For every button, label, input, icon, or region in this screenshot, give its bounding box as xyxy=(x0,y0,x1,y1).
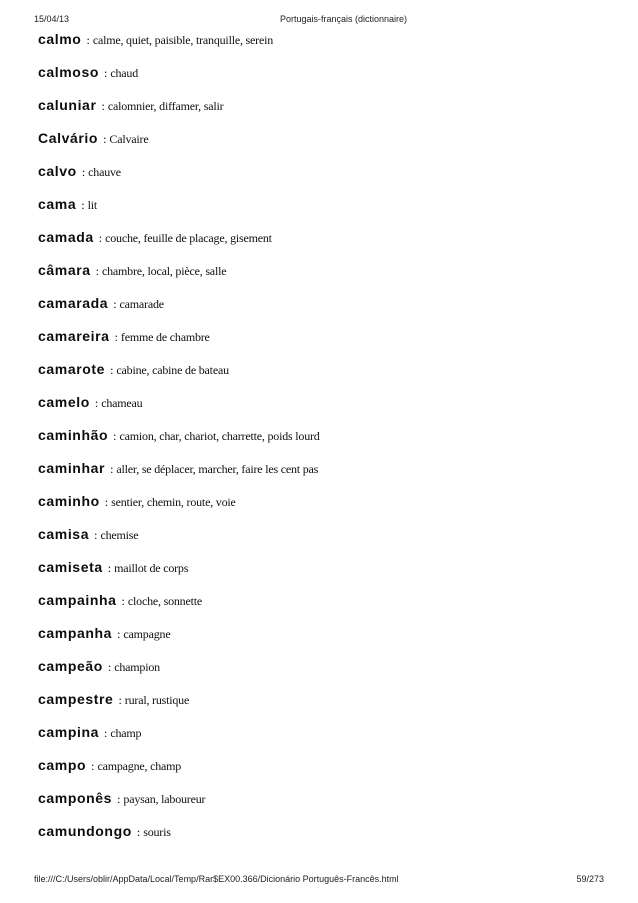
dictionary-entry xyxy=(38,393,608,426)
dictionary-entry xyxy=(38,30,608,63)
entry-term: cama xyxy=(38,196,77,212)
dictionary-entry xyxy=(38,822,608,855)
entry-definition: femme de chambre xyxy=(120,330,210,344)
dictionary-entry xyxy=(38,96,608,129)
entry-definition: sentier, chemin, route, voie xyxy=(111,495,236,509)
entry-term: camada xyxy=(38,229,94,245)
dictionary-entry xyxy=(38,492,608,525)
dictionary-entry xyxy=(38,624,608,657)
entry-separator: : xyxy=(95,264,99,278)
entry-term: camarote xyxy=(38,361,106,377)
entry-term: Calvário xyxy=(38,130,99,146)
entry-separator: : xyxy=(104,66,108,80)
entry-separator: : xyxy=(86,33,90,47)
entry-definition: camarade xyxy=(119,297,164,311)
dictionary-entry xyxy=(38,789,608,822)
entry-term: camelo xyxy=(38,394,90,410)
entry-term: campeão xyxy=(38,658,103,674)
entry-separator: : xyxy=(110,363,114,377)
entry-separator: : xyxy=(104,495,109,509)
entry-definition: Calvaire xyxy=(109,132,149,146)
entry-separator: : xyxy=(98,231,103,245)
entry-definition: camion, char, chariot, charrette, poids lourd xyxy=(119,429,320,443)
dictionary-entry xyxy=(38,657,608,690)
entry-definition: champ xyxy=(110,726,142,740)
entry-separator: : xyxy=(104,726,108,740)
entry-term: camponês xyxy=(38,790,113,806)
entry-term: caminhar xyxy=(38,460,106,476)
entry-definition: calme, quiet, paisible, tranquille, serein xyxy=(92,33,274,47)
entry-separator: : xyxy=(107,561,112,575)
entry-separator: : xyxy=(94,396,99,410)
dictionary-entry xyxy=(38,525,608,558)
entry-term: camisa xyxy=(38,526,90,542)
entry-separator: : xyxy=(117,792,121,806)
entry-separator: : xyxy=(107,660,112,674)
dictionary-entry xyxy=(38,591,608,624)
entry-separator: : xyxy=(91,759,95,773)
entry-definition: calomnier, diffamer, salir xyxy=(107,99,224,113)
entry-separator: : xyxy=(94,528,98,542)
dictionary-entry xyxy=(38,162,608,195)
entry-separator: : xyxy=(113,429,117,443)
entry-definition: cloche, sonnette xyxy=(127,594,202,608)
entry-definition: champion xyxy=(114,660,160,674)
entry-term: campanha xyxy=(38,625,113,641)
entry-definition: lit xyxy=(87,198,97,212)
dictionary-entry xyxy=(38,195,608,228)
dictionary-entry xyxy=(38,63,608,96)
page-number: 59/273 xyxy=(576,874,604,884)
dictionary-entry xyxy=(38,690,608,723)
entry-definition: paysan, laboureur xyxy=(123,792,206,806)
dictionary-entry-list xyxy=(38,30,608,855)
dictionary-entry xyxy=(38,756,608,789)
dictionary-entry xyxy=(38,228,608,261)
dictionary-entry xyxy=(38,426,608,459)
dictionary-entry xyxy=(38,327,608,360)
entry-definition: couche, feuille de placage, gisement xyxy=(105,231,272,245)
entry-separator: : xyxy=(81,165,86,179)
entry-term: calvo xyxy=(38,163,77,179)
entry-term: campainha xyxy=(38,592,117,608)
entry-definition: aller, se déplacer, marcher, faire les cent pas xyxy=(116,462,319,476)
print-date: 15/04/13 xyxy=(34,14,70,24)
entry-definition: chambre, local, pièce, salle xyxy=(102,264,227,278)
entry-separator: : xyxy=(101,99,105,113)
entry-term: câmara xyxy=(38,262,91,278)
entry-separator: : xyxy=(118,693,122,707)
entry-term: camiseta xyxy=(38,559,103,575)
dictionary-entry xyxy=(38,723,608,756)
entry-term: caminhão xyxy=(38,427,109,443)
entry-term: camareira xyxy=(38,328,110,344)
entry-term: caminho xyxy=(38,493,100,509)
entry-term: calmo xyxy=(38,31,82,47)
entry-definition: cabine, cabine de bateau xyxy=(116,363,229,377)
entry-separator: : xyxy=(113,297,117,311)
entry-term: camarada xyxy=(38,295,109,311)
entry-definition: campagne xyxy=(123,627,171,641)
entry-separator: : xyxy=(103,132,107,146)
entry-term: caluniar xyxy=(38,97,97,113)
entry-definition: chaud xyxy=(110,66,138,80)
entry-term: campo xyxy=(38,757,87,773)
entry-separator: : xyxy=(110,462,114,476)
entry-term: calmoso xyxy=(38,64,99,80)
entry-term: camundongo xyxy=(38,823,132,839)
entry-separator: : xyxy=(136,825,141,839)
entry-separator: : xyxy=(81,198,85,212)
file-path: file:///C:/Users/oblir/AppData/Local/Temp/Rar$EX00.366/Dicionário Português-Francês.html xyxy=(34,874,399,884)
dictionary-entry xyxy=(38,459,608,492)
entry-separator: : xyxy=(121,594,125,608)
dictionary-entry xyxy=(38,360,608,393)
entry-definition: campagne, champ xyxy=(97,759,182,773)
entry-definition: chemise xyxy=(100,528,139,542)
entry-definition: chauve xyxy=(88,165,121,179)
dictionary-entry xyxy=(38,261,608,294)
entry-separator: : xyxy=(114,330,118,344)
entry-separator: : xyxy=(117,627,121,641)
entry-definition: maillot de corps xyxy=(114,561,189,575)
entry-term: campina xyxy=(38,724,99,740)
entry-definition: chameau xyxy=(101,396,143,410)
entry-definition: rural, rustique xyxy=(124,693,190,707)
dictionary-entry xyxy=(38,294,608,327)
page-title: Portugais-français (dictionnaire) xyxy=(280,14,408,24)
entry-term: campestre xyxy=(38,691,114,707)
dictionary-entry xyxy=(38,129,608,162)
dictionary-entry xyxy=(38,558,608,591)
entry-definition: souris xyxy=(143,825,171,839)
